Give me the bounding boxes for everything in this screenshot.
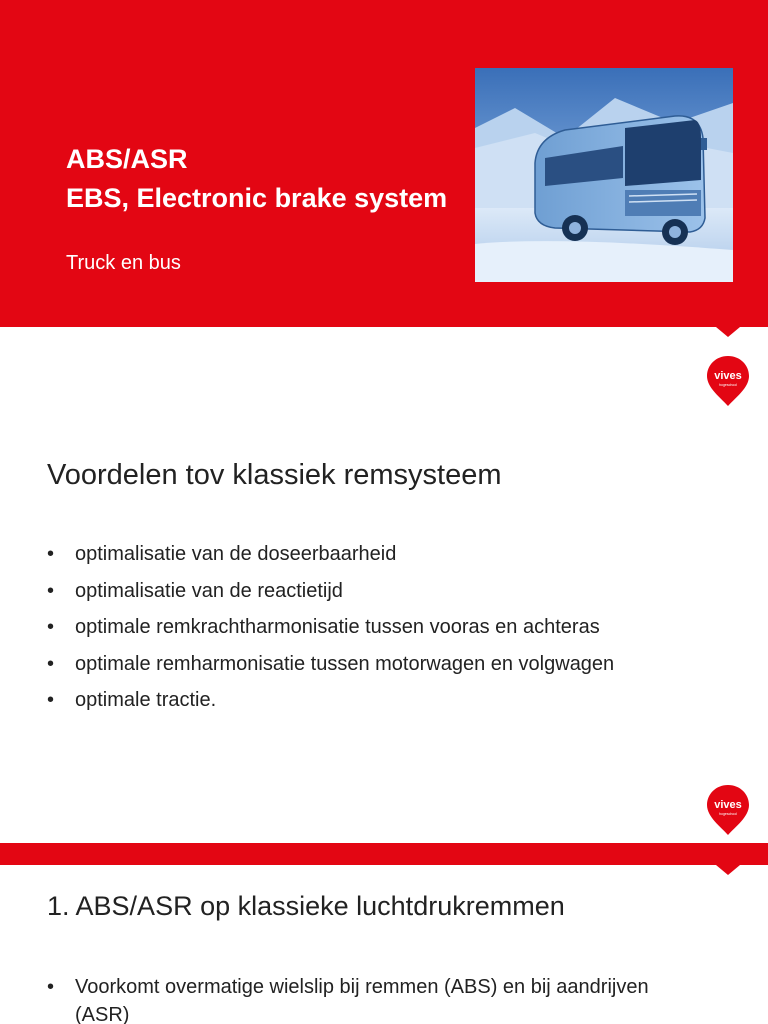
- advantages-slide: [0, 337, 768, 843]
- slide-heading: 1. ABS/ASR op klassieke luchtdrukremmen: [47, 891, 565, 921]
- logo-subtext: hogeschool: [719, 383, 737, 387]
- bus-in-snow-photo: [475, 68, 733, 282]
- slide-divider-notch: [716, 327, 740, 337]
- list-item: • optimale remkrachtharmonisatie tussen vooras en achteras: [47, 609, 614, 646]
- slide-title-line-2: EBS, Electronic brake system: [66, 183, 448, 213]
- list-item: • optimalisatie van de reactietijd: [47, 573, 614, 610]
- vives-logo: [705, 783, 751, 837]
- advantages-list: [47, 536, 614, 719]
- slide-heading: Voordelen tov klassiek remsysteem: [47, 459, 502, 491]
- list-item: • optimale remharmonisatie tussen motorwagen en volgwagen: [47, 646, 614, 683]
- list-item: • Voorkomt overmatige wielslip bij remmen (ABS) en bij aandrijven (ASR): [47, 973, 695, 1024]
- slide-divider-band: [0, 843, 768, 865]
- list-item: • optimalisatie van de doseerbaarheid: [47, 536, 614, 573]
- abs-asr-list: [47, 973, 695, 1024]
- slide-title-line-1: ABS/ASR: [66, 144, 188, 174]
- logo-text: vives: [714, 370, 742, 382]
- slide-subtitle: Truck en bus: [66, 252, 181, 274]
- slide-divider-notch: [716, 865, 740, 875]
- list-item: • optimale tractie.: [47, 682, 614, 719]
- logo-subtext: hogeschool: [719, 812, 737, 816]
- title-slide: [0, 0, 768, 327]
- vives-logo: [705, 354, 751, 408]
- logo-text: vives: [714, 799, 742, 811]
- abs-asr-slide: [0, 865, 768, 1024]
